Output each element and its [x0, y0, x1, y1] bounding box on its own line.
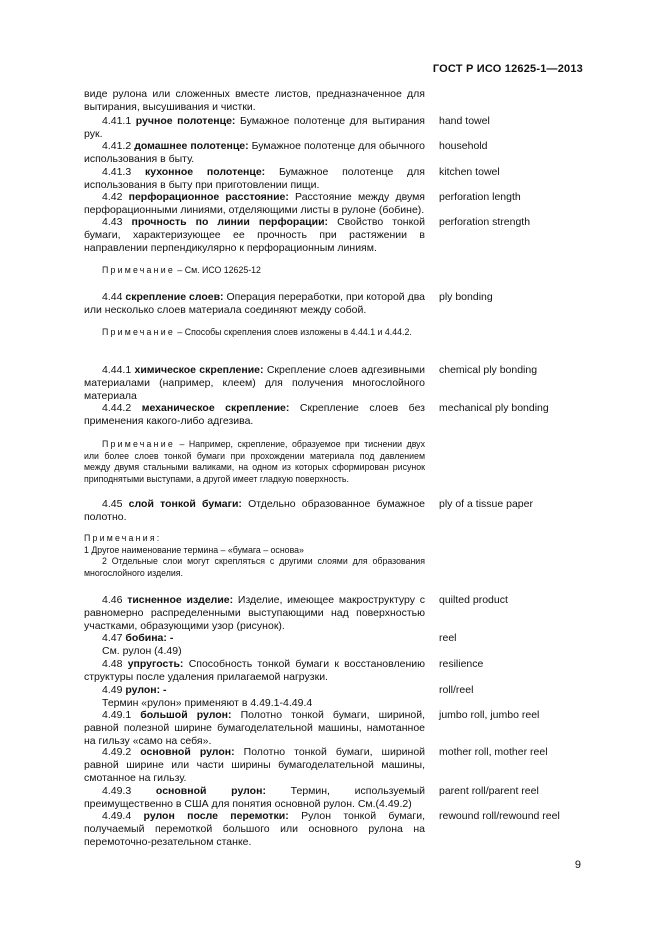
entry-4-41-2-en: household	[439, 140, 488, 152]
entry-4-42-en: perforation length	[439, 191, 521, 203]
entry-4-41-2: 4.41.2 домашнее полотенце: Бумажное полотенце для обычного использования в быту.	[84, 140, 425, 165]
document-header: ГОСТ Р ИСО 12625-1—2013	[432, 63, 583, 75]
entry-4-47-en: reel	[439, 632, 457, 644]
entry-4-41-3-en: kitchen towel	[439, 166, 500, 178]
entry-4-48: 4.48 упругость: Способность тонкой бумаги к восстановлению структуры после удаления прилагаемой нагрузки.	[84, 658, 425, 683]
entry-4-49-1: 4.49.1 большой рулон: Полотно тонкой бумаги, шириной, равной полезной ширине бумагоделательной машины, намотанное на гильзу «само на себя».	[84, 709, 425, 747]
entry-4-49-3-en: parent roll/parent reel	[439, 785, 539, 797]
note-4-44: Примечание – Способы скрепления слоев изложены в 4.44.1 и 4.44.2.	[102, 327, 412, 337]
entry-4-46: 4.46 тисненное изделие: Изделие, имеющее макроструктуру с равномерно распределенными выступающими над поверхностью участками, образующими узор (рисунок).	[84, 594, 425, 632]
intro-text: виде рулона или сложенных вместе листов, предназначенное для вытирания, высушивания и чистки.	[84, 88, 425, 113]
entry-4-47: 4.47 бобина: -	[102, 632, 174, 644]
entry-4-49: 4.49 рулон: -	[102, 684, 167, 696]
entry-4-49-ref: Термин «рулон» применяют в 4.49.1-4.49.4	[102, 697, 313, 709]
entry-4-44-2: 4.44.2 механическое скрепление: Скрепление слоев без применения какого-либо адгезива.	[84, 402, 425, 427]
entry-4-43: 4.43 прочность по линии перфорации: Свойство тонкой бумаги, характеризующее ее прочность при растяжении в направлении перпендикулярно к перфорационным линиям.	[84, 216, 425, 254]
entry-4-45-en: ply of a tissue paper	[439, 498, 533, 510]
entry-4-49-2: 4.49.2 основной рулон: Полотно тонкой бумаги, шириной равной ширине или части ширины бумагоделательной машины, смотанное на гильзу.	[84, 746, 426, 784]
entry-4-49-4: 4.49.4 рулон после перемотки: Рулон тонкой бумаги, получаемый перемоткой большого или основного рулона на перемоточно-резательном станке.	[84, 810, 426, 848]
note-4-45	[84, 533, 425, 579]
entry-4-49-2-en: mother roll, mother reel	[439, 746, 548, 758]
entry-4-44-1-en: chemical ply bonding	[439, 364, 538, 376]
entry-4-48-en: resilience	[439, 658, 484, 670]
entry-4-44: 4.44 скрепление слоев: Операция переработки, при которой два или несколько слоев материала соединяют между собой.	[84, 291, 425, 316]
note-4-44-2: Примечание – Например, скрепление, образуемое при тиснении двух или более слоев тонкой бумаги при прохождении материала под давлением между двумя стальными валиками, на одном из которых сформирован рисунок приподнятыми выступами, а другой имеет гладкую поверхность.	[84, 439, 425, 484]
entry-4-42: 4.42 перфорационное расстояние: Расстояние между двумя перфорационными линиями, отделяющими листы в рулоне (бобине).	[84, 191, 425, 216]
note-4-45-label: Примечания:	[84, 533, 162, 543]
note-4-45-item-2: 2 Отдельные слои могут скрепляться с другими слоями для образования многослойного изделия.	[84, 556, 425, 578]
entry-4-41-1-en: hand towel	[439, 115, 490, 127]
entry-4-44-2-en: mechanical ply bonding	[439, 402, 549, 414]
note-4-45-item-1: 1 Другое наименование термина – «бумага – основа»	[84, 544, 304, 555]
entry-4-47-ref: См. рулон (4.49)	[102, 645, 182, 657]
entry-4-41-3: 4.41.3 кухонное полотенце: Бумажное полотенце для использования в быту при приготовлении пищи.	[84, 166, 425, 191]
entry-4-49-en: roll/reel	[439, 684, 474, 696]
note-4-43: Примечание – См. ИСО 12625-12	[102, 265, 261, 275]
entry-4-49-1-en: jumbo roll, jumbo reel	[439, 709, 540, 721]
entry-4-49-4-en: rewound roll/rewound reel	[439, 810, 560, 822]
entry-4-46-en: quilted product	[439, 594, 508, 606]
entry-4-44-en: ply bonding	[439, 291, 493, 303]
entry-4-43-en: perforation strength	[439, 216, 531, 228]
entry-4-41-1: 4.41.1 ручное полотенце: Бумажное полотенце для вытирания рук.	[84, 115, 425, 140]
entry-4-44-1: 4.44.1 химическое скрепление: Скрепление слоев адгезивными материалами (например, клеем) для получения многослойного материала	[84, 364, 426, 402]
page-number: 9	[574, 859, 581, 871]
entry-4-45: 4.45 слой тонкой бумаги: Отдельно образованное бумажное полотно.	[84, 498, 425, 523]
entry-4-49-3: 4.49.3 основной рулон: Термин, используемый преимущественно в США для понятия основной рулон. См.(4.49.2)	[84, 785, 425, 810]
